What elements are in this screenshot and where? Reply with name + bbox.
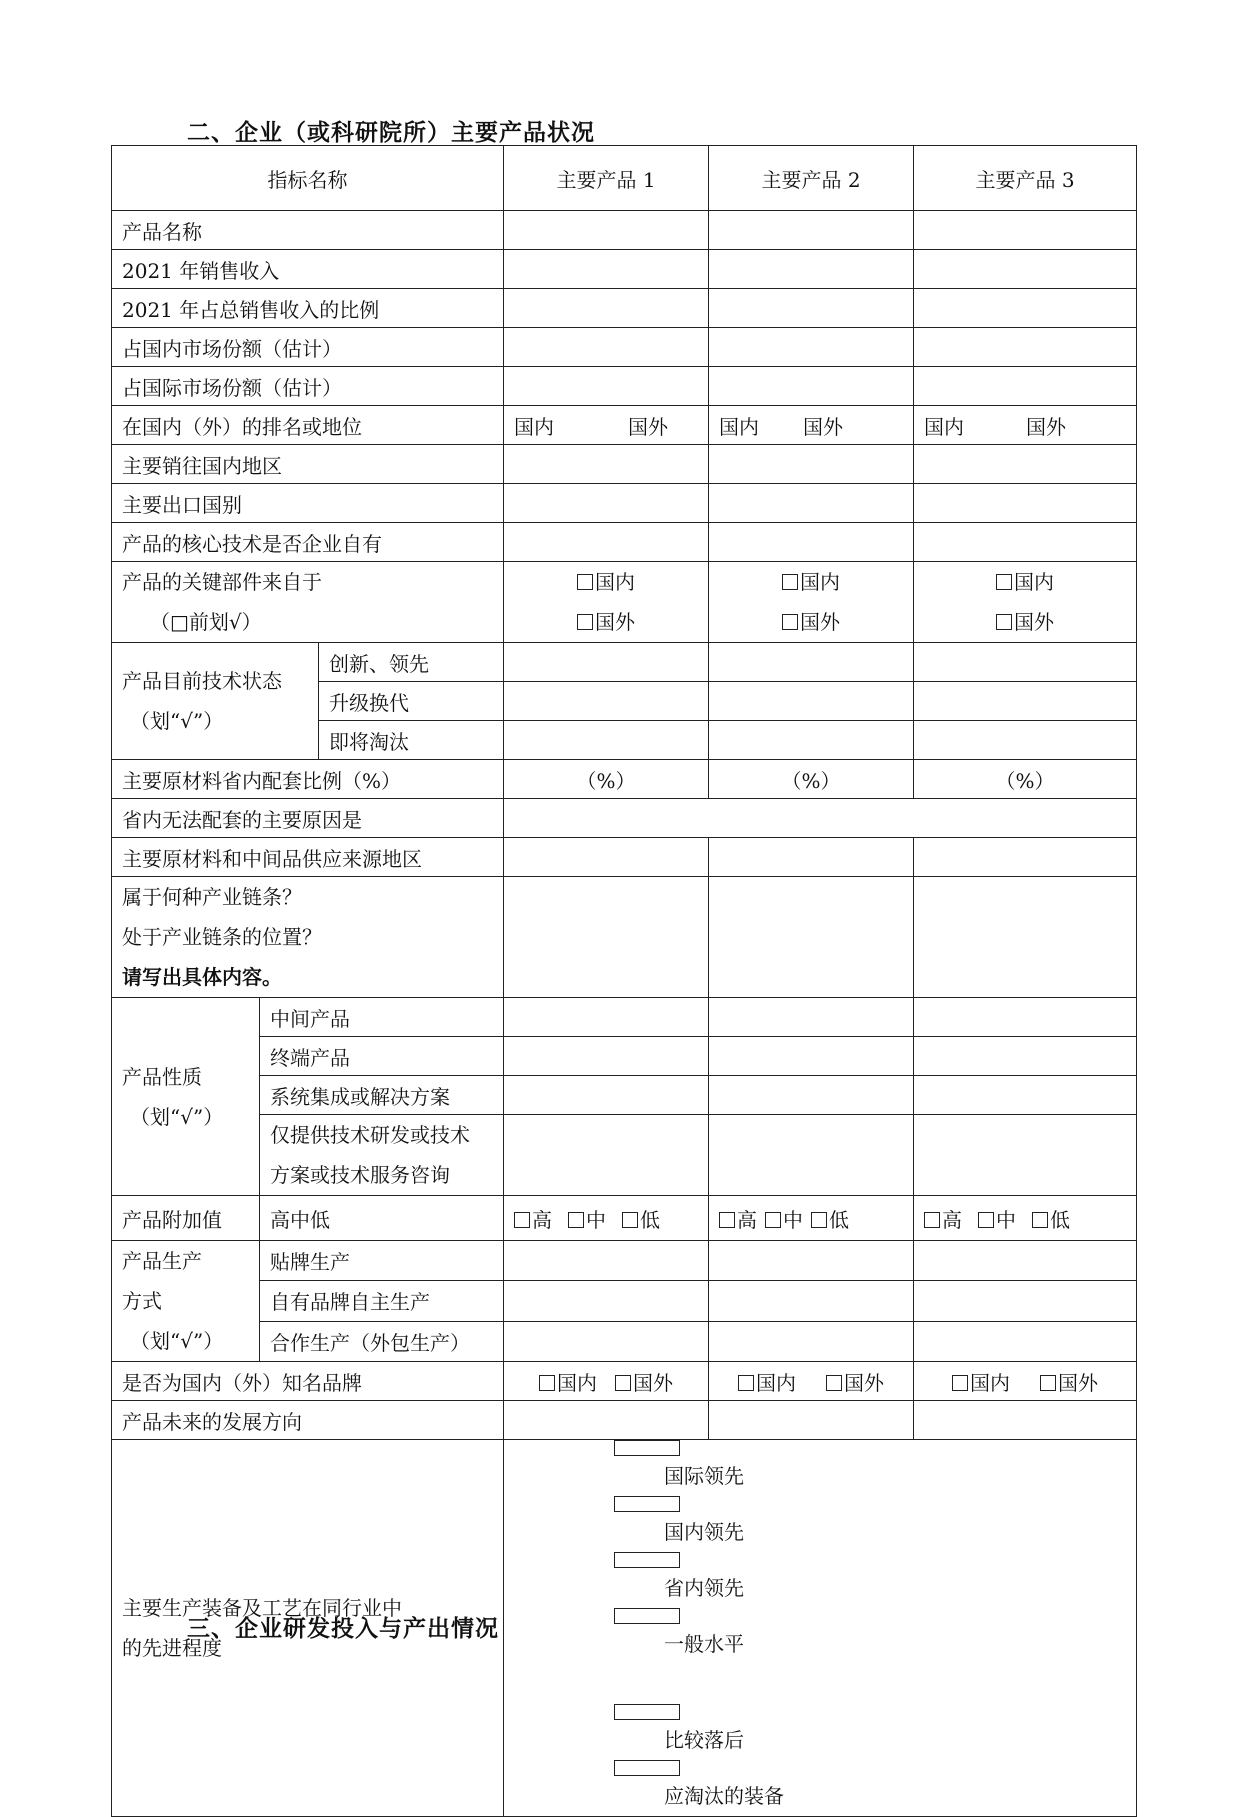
checkbox-icon xyxy=(719,1212,735,1228)
domestic-checkbox[interactable]: 国内 xyxy=(738,1367,796,1396)
domestic-label: 国内 xyxy=(514,414,555,439)
input-cell[interactable] xyxy=(914,643,1137,682)
input-cell[interactable] xyxy=(504,211,709,250)
table-row xyxy=(112,1076,1137,1115)
input-cell[interactable] xyxy=(914,1115,1137,1196)
production-option: 自有品牌自主生产 xyxy=(260,1281,504,1321)
input-cell[interactable] xyxy=(709,523,914,562)
nature-option: 终端产品 xyxy=(260,1037,504,1076)
input-cell[interactable] xyxy=(914,998,1137,1037)
checkbox-icon xyxy=(765,1212,781,1228)
input-cell[interactable] xyxy=(709,838,914,877)
production-line2: 方式 xyxy=(122,1289,162,1313)
input-cell[interactable] xyxy=(504,1037,709,1076)
key-parts-cell xyxy=(709,562,914,643)
ranking-cell[interactable] xyxy=(709,406,914,445)
percent-cell[interactable]: （%） xyxy=(504,760,709,799)
product-2-header: 主要产品 2 xyxy=(709,146,914,211)
chain-line2: 处于产业链条的位置？ xyxy=(122,925,322,949)
checkbox-icon xyxy=(614,1496,680,1512)
key-parts-line1: 产品的关键部件来自于 xyxy=(122,570,322,594)
input-cell[interactable] xyxy=(709,1076,914,1115)
checkbox-icon xyxy=(952,1375,968,1391)
production-option: 贴牌生产 xyxy=(260,1241,504,1281)
average-checkbox[interactable]: 一般水平 xyxy=(564,1608,1126,1664)
row-label-key-parts xyxy=(112,562,504,643)
table-row xyxy=(112,1362,1137,1401)
table-row xyxy=(112,328,1137,367)
input-cell[interactable] xyxy=(504,445,709,484)
input-cell[interactable] xyxy=(914,367,1137,406)
input-cell[interactable] xyxy=(709,211,914,250)
table-row xyxy=(112,838,1137,877)
table-row xyxy=(112,562,1137,643)
nature-option xyxy=(260,1115,504,1196)
input-cell[interactable] xyxy=(709,1321,914,1361)
input-cell[interactable] xyxy=(504,523,709,562)
row-label-product-name: 产品名称 xyxy=(112,211,504,250)
input-cell[interactable] xyxy=(914,721,1137,760)
input-cell[interactable] xyxy=(914,682,1137,721)
input-cell[interactable] xyxy=(504,838,709,877)
input-cell[interactable] xyxy=(914,1281,1137,1321)
row-label-domestic-share: 占国内市场份额（估计） xyxy=(112,328,504,367)
input-cell[interactable] xyxy=(504,799,1137,838)
checkbox-icon xyxy=(782,614,798,630)
input-cell[interactable] xyxy=(914,250,1137,289)
row-label-future-direction: 产品未来的发展方向 xyxy=(112,1401,504,1440)
input-cell[interactable] xyxy=(709,445,914,484)
foreign-checkbox[interactable]: 国外 xyxy=(1040,1367,1098,1396)
input-cell[interactable] xyxy=(709,1037,914,1076)
input-cell[interactable] xyxy=(504,682,709,721)
advancement-cell xyxy=(504,1440,1137,1817)
input-cell[interactable] xyxy=(709,1241,914,1281)
lagging-checkbox[interactable]: 比较落后 xyxy=(564,1704,1126,1760)
checkbox-icon xyxy=(614,1608,680,1624)
row-label-tech-state xyxy=(112,643,319,760)
section3-heading: 三、企业研发投入与产出情况 xyxy=(187,1616,499,1642)
checkbox-icon xyxy=(539,1375,555,1391)
mid-checkbox[interactable]: 中 xyxy=(568,1204,606,1233)
checkbox-icon xyxy=(577,574,593,590)
table-row xyxy=(112,760,1137,799)
checkbox-icon xyxy=(811,1212,827,1228)
foreign-label: 国外 xyxy=(628,414,669,439)
checkbox-icon xyxy=(614,1552,680,1568)
foreign-checkbox[interactable]: 国外 xyxy=(826,1367,884,1396)
input-cell[interactable] xyxy=(504,1321,709,1361)
domestic-checkbox[interactable]: 国内 xyxy=(577,562,635,602)
brand-cell xyxy=(709,1362,914,1401)
input-cell[interactable] xyxy=(504,1115,709,1196)
checkbox-icon xyxy=(996,574,1012,590)
obsolete-checkbox[interactable]: 应淘汰的装备 xyxy=(564,1760,1126,1816)
row-label-core-tech: 产品的核心技术是否企业自有 xyxy=(112,523,504,562)
production-line1: 产品生产 xyxy=(122,1249,202,1273)
input-cell[interactable] xyxy=(504,643,709,682)
row-label-material-source: 主要原材料和中间品供应来源地区 xyxy=(112,838,504,877)
low-checkbox[interactable]: 低 xyxy=(1032,1204,1070,1233)
foreign-checkbox[interactable]: 国外 xyxy=(782,602,840,642)
row-label-product-nature xyxy=(112,998,260,1196)
level-cell xyxy=(914,1196,1137,1241)
input-cell[interactable] xyxy=(504,367,709,406)
row-label-export-countries: 主要出口国别 xyxy=(112,484,504,523)
input-cell[interactable] xyxy=(709,1115,914,1196)
table-row xyxy=(112,1281,1137,1321)
ranking-cell[interactable] xyxy=(504,406,709,445)
domestic-checkbox[interactable]: 国内 xyxy=(996,562,1054,602)
checkbox-icon xyxy=(1040,1375,1056,1391)
table-row xyxy=(112,799,1137,838)
level-cell xyxy=(504,1196,709,1241)
input-cell[interactable] xyxy=(504,289,709,328)
checkbox-icon xyxy=(615,1375,631,1391)
production-line3: （划“√”） xyxy=(130,1329,224,1353)
table-row xyxy=(112,406,1137,445)
table-row xyxy=(112,367,1137,406)
input-cell[interactable] xyxy=(709,328,914,367)
table-row xyxy=(112,1037,1137,1076)
equipment-line2: 的先进程度 xyxy=(122,1636,222,1660)
foreign-checkbox[interactable]: 国外 xyxy=(615,1367,673,1396)
advancement-line2 xyxy=(514,1608,1126,1816)
level-cell xyxy=(709,1196,914,1241)
nature-option: 系统集成或解决方案 xyxy=(260,1076,504,1115)
table-row xyxy=(112,484,1137,523)
row-label-famous-brand: 是否为国内（外）知名品牌 xyxy=(112,1362,504,1401)
province-leading-checkbox[interactable]: 省内领先 xyxy=(564,1552,1126,1608)
value-added-sub: 高中低 xyxy=(260,1196,504,1241)
table-row xyxy=(112,523,1137,562)
table-row xyxy=(112,289,1137,328)
checkbox-icon xyxy=(622,1212,638,1228)
input-cell[interactable] xyxy=(709,367,914,406)
checkbox-icon xyxy=(978,1212,994,1228)
input-cell[interactable] xyxy=(914,445,1137,484)
checkbox-icon xyxy=(826,1375,842,1391)
key-parts-line2: （□前划√） xyxy=(150,610,262,634)
nature-option4-line2: 方案或技术服务咨询 xyxy=(270,1163,450,1187)
row-label-material-ratio: 主要原材料省内配套比例（%） xyxy=(112,760,504,799)
checkbox-icon xyxy=(1032,1212,1048,1228)
input-cell[interactable] xyxy=(504,721,709,760)
input-cell[interactable] xyxy=(709,289,914,328)
domestic-checkbox[interactable]: 国内 xyxy=(952,1367,1010,1396)
tech-state-option: 升级换代 xyxy=(319,682,504,721)
input-cell[interactable] xyxy=(914,1321,1137,1361)
input-cell[interactable] xyxy=(914,523,1137,562)
brand-cell xyxy=(914,1362,1137,1401)
foreign-checkbox[interactable]: 国外 xyxy=(996,602,1054,642)
high-checkbox[interactable]: 高 xyxy=(719,1204,757,1233)
table-row xyxy=(112,1196,1137,1241)
row-label-industry-chain xyxy=(112,877,504,998)
tech-state-option: 即将淘汰 xyxy=(319,721,504,760)
input-cell[interactable] xyxy=(914,838,1137,877)
chain-line3: 请写出具体内容。 xyxy=(122,965,282,989)
domestic-checkbox[interactable]: 国内 xyxy=(782,562,840,602)
checkbox-icon xyxy=(782,574,798,590)
domestic-checkbox[interactable]: 国内 xyxy=(539,1367,597,1396)
input-cell[interactable] xyxy=(504,328,709,367)
input-cell[interactable] xyxy=(709,250,914,289)
checkbox-icon xyxy=(924,1212,940,1228)
high-checkbox[interactable]: 高 xyxy=(924,1204,962,1233)
table-row xyxy=(112,1241,1137,1281)
input-cell[interactable] xyxy=(504,998,709,1037)
input-cell[interactable] xyxy=(709,484,914,523)
foreign-label: 国外 xyxy=(803,414,844,439)
domestic-leading-checkbox[interactable]: 国内领先 xyxy=(564,1496,1126,1552)
checkbox-icon xyxy=(614,1440,680,1456)
percent-cell[interactable]: （%） xyxy=(914,760,1137,799)
input-cell[interactable] xyxy=(914,1076,1137,1115)
chain-line1: 属于何种产业链条？ xyxy=(122,885,302,909)
table-row xyxy=(112,998,1137,1037)
input-cell[interactable] xyxy=(709,877,914,998)
nature-option4-line1: 仅提供技术研发或技术 xyxy=(270,1123,470,1147)
key-parts-cell xyxy=(914,562,1137,643)
table-row xyxy=(112,1321,1137,1361)
input-cell[interactable] xyxy=(504,1241,709,1281)
checkbox-icon xyxy=(738,1375,754,1391)
row-label-intl-share: 占国际市场份额（估计） xyxy=(112,367,504,406)
nature-line1: 产品性质 xyxy=(122,1064,202,1089)
input-cell[interactable] xyxy=(914,1401,1137,1440)
input-cell[interactable] xyxy=(709,721,914,760)
input-cell[interactable] xyxy=(709,643,914,682)
percent-cell[interactable]: （%） xyxy=(709,760,914,799)
table-row xyxy=(112,877,1137,998)
input-cell[interactable] xyxy=(504,1401,709,1440)
domestic-label: 国内 xyxy=(924,414,965,439)
input-cell[interactable] xyxy=(504,250,709,289)
checkbox-icon xyxy=(614,1704,680,1720)
header-row xyxy=(112,146,1137,211)
table-row xyxy=(112,250,1137,289)
input-cell[interactable] xyxy=(914,484,1137,523)
intl-leading-checkbox[interactable]: 国际领先 xyxy=(564,1440,1126,1496)
low-checkbox[interactable]: 低 xyxy=(811,1204,849,1233)
row-label-value-added: 产品附加值 xyxy=(112,1196,260,1241)
input-cell[interactable] xyxy=(914,1037,1137,1076)
tech-state-option: 创新、领先 xyxy=(319,643,504,682)
production-option: 合作生产（外包生产） xyxy=(260,1321,504,1361)
section2-heading: 二、企业（或科研院所）主要产品状况 xyxy=(187,120,595,146)
advancement-line1 xyxy=(514,1440,1126,1608)
input-cell[interactable] xyxy=(709,1401,914,1440)
input-cell[interactable] xyxy=(914,877,1137,998)
nature-option: 中间产品 xyxy=(260,998,504,1037)
checkbox-icon xyxy=(577,614,593,630)
mid-checkbox[interactable]: 中 xyxy=(765,1204,803,1233)
product-3-header: 主要产品 3 xyxy=(914,146,1137,211)
input-cell[interactable] xyxy=(709,682,914,721)
input-cell[interactable] xyxy=(709,998,914,1037)
mid-checkbox[interactable]: 中 xyxy=(978,1204,1016,1233)
foreign-label: 国外 xyxy=(1026,414,1067,439)
ranking-cell[interactable] xyxy=(914,406,1137,445)
domestic-label: 国内 xyxy=(719,414,760,439)
table-row xyxy=(112,1115,1137,1196)
row-label-production-mode xyxy=(112,1241,260,1362)
table-row xyxy=(112,445,1137,484)
low-checkbox[interactable]: 低 xyxy=(622,1204,660,1233)
high-checkbox[interactable]: 高 xyxy=(514,1204,552,1233)
checkbox-icon xyxy=(614,1760,680,1776)
input-cell[interactable] xyxy=(504,1281,709,1321)
input-cell[interactable] xyxy=(914,328,1137,367)
input-cell[interactable] xyxy=(914,211,1137,250)
main-products-table xyxy=(111,145,1137,1817)
input-cell[interactable] xyxy=(709,1281,914,1321)
product-1-header: 主要产品 1 xyxy=(504,146,709,211)
key-parts-cell xyxy=(504,562,709,643)
checkbox-icon xyxy=(514,1212,530,1228)
nature-line2: （划“√”） xyxy=(130,1104,224,1129)
foreign-checkbox[interactable]: 国外 xyxy=(577,602,635,642)
input-cell[interactable] xyxy=(504,484,709,523)
row-label-sales-ratio: 2021 年占总销售收入的比例 xyxy=(112,289,504,328)
input-cell[interactable] xyxy=(914,289,1137,328)
row-label-ranking: 在国内（外）的排名或地位 xyxy=(112,406,504,445)
table-row xyxy=(112,643,1137,682)
input-cell[interactable] xyxy=(914,1241,1137,1281)
input-cell[interactable] xyxy=(504,877,709,998)
equipment-line1: 主要生产装备及工艺在同行业中 xyxy=(122,1596,402,1620)
tech-state-line1: 产品目前技术状态 xyxy=(122,669,282,693)
table-row xyxy=(112,1401,1137,1440)
tech-state-line2: （划“√”） xyxy=(130,709,224,733)
row-label-sales-2021: 2021 年销售收入 xyxy=(112,250,504,289)
brand-cell xyxy=(504,1362,709,1401)
checkbox-icon xyxy=(996,614,1012,630)
checkbox-icon xyxy=(568,1212,584,1228)
table-row xyxy=(112,211,1137,250)
row-label-domestic-regions: 主要销往国内地区 xyxy=(112,445,504,484)
indicator-header: 指标名称 xyxy=(112,146,504,211)
input-cell[interactable] xyxy=(504,1076,709,1115)
row-label-unmatched-reason: 省内无法配套的主要原因是 xyxy=(112,799,504,838)
